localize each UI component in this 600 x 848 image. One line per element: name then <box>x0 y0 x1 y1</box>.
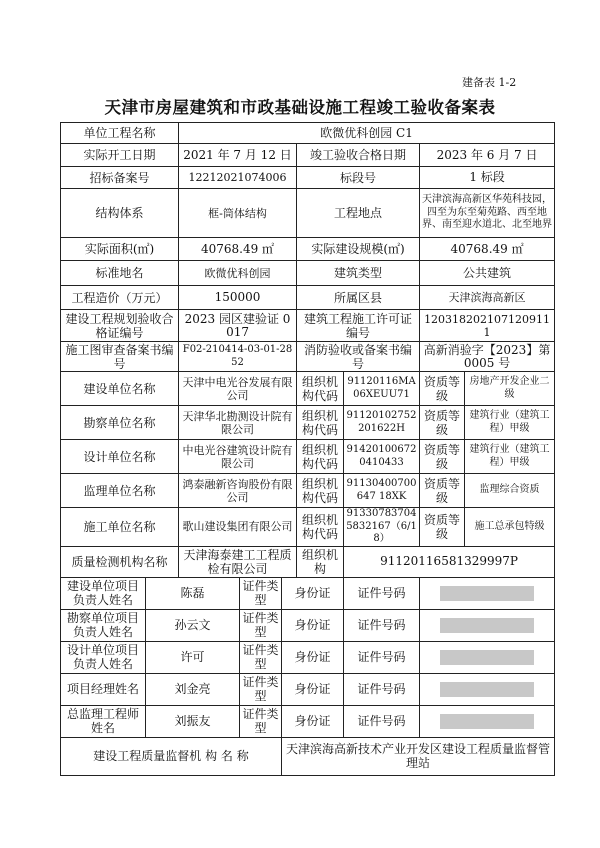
label-qualification: 资质等级 <box>420 474 465 508</box>
value-unit-name: 歌山建设集团有限公司 <box>179 508 297 547</box>
form-number: 建备表 1-2 <box>462 76 517 89</box>
value-building-type: 公共建筑 <box>420 261 555 286</box>
label-cert-type: 证件类型 <box>240 641 282 673</box>
value-person-name: 陈磊 <box>146 577 240 609</box>
row-unit-supervision <box>61 474 555 508</box>
label-org-code: 组织机构代码 <box>297 406 344 440</box>
value-permit: 1203182021071209111 <box>420 310 555 342</box>
value-cert-type: 身份证 <box>282 673 344 705</box>
value-person-name: 许可 <box>146 641 240 673</box>
redaction-block <box>440 682 534 697</box>
row-person <box>61 705 555 737</box>
row-unit-survey <box>61 406 555 440</box>
label-person-role: 总监理工程师姓名 <box>61 705 146 737</box>
row-person <box>61 641 555 673</box>
value-org-code: 913307837045832167（6/18） <box>344 508 420 547</box>
value-person-name: 刘振友 <box>146 705 240 737</box>
label-plan-cert: 建设工程规划验收合格证编号 <box>61 310 179 342</box>
value-qualification: 监理综合资质 <box>465 474 555 508</box>
row-unit-design <box>61 440 555 474</box>
label-cert-no: 证件号码 <box>344 577 420 609</box>
value-area: 40768.49 ㎡ <box>179 238 297 261</box>
row-area <box>61 238 555 261</box>
value-person-name: 孙云文 <box>146 609 240 641</box>
row-std-name <box>61 261 555 286</box>
value-section-no: 1 标段 <box>420 167 555 189</box>
row-supervision-agency <box>61 737 555 775</box>
value-cert-type: 身份证 <box>282 609 344 641</box>
redaction-block <box>440 650 534 665</box>
value-cost: 150000 <box>179 286 297 310</box>
label-unit-role: 监理单位名称 <box>61 474 179 508</box>
label-person-role: 项目经理姓名 <box>61 673 146 705</box>
value-cert-type: 身份证 <box>282 577 344 609</box>
value-scale: 40768.49 ㎡ <box>420 238 555 261</box>
label-unit-role: 建设单位名称 <box>61 372 179 406</box>
value-accept-date: 2023 年 6 月 7 日 <box>420 144 555 167</box>
label-unit-role: 勘察单位名称 <box>61 406 179 440</box>
value-bid-no: 12212021074006 <box>179 167 297 189</box>
label-cert-no: 证件号码 <box>344 705 420 737</box>
label-inspection-code: 组织机构 <box>297 546 344 577</box>
value-supervision-agency: 天津滨海高新技术产业开发区建设工程质量监督管理站 <box>282 737 555 775</box>
value-qualification: 施工总承包特级 <box>465 508 555 547</box>
redaction-block <box>440 714 534 729</box>
label-cert-no: 证件号码 <box>344 641 420 673</box>
value-cert-no <box>420 705 555 737</box>
value-structure: 框-筒体结构 <box>179 189 297 238</box>
row-inspection <box>61 546 555 577</box>
label-cost: 工程造价（万元） <box>61 286 179 310</box>
label-cert-no: 证件号码 <box>344 673 420 705</box>
record-table <box>60 122 555 776</box>
row-person <box>61 577 555 609</box>
row-person <box>61 673 555 705</box>
label-unit-role: 施工单位名称 <box>61 508 179 547</box>
value-qualification: 建筑行业（建筑工程）甲级 <box>465 406 555 440</box>
value-cert-type: 身份证 <box>282 641 344 673</box>
value-unit-name: 天津中电光谷发展有限公司 <box>179 372 297 406</box>
label-supervision-agency: 建设工程质量监督机 构 名 称 <box>61 737 282 775</box>
value-unit-name: 天津华北勘测设计院有限公司 <box>179 406 297 440</box>
label-qualification: 资质等级 <box>420 508 465 547</box>
label-scale: 实际建设规模(㎡) <box>297 238 420 261</box>
value-cert-no <box>420 577 555 609</box>
row-project-name <box>61 123 555 144</box>
value-org-code: 914201006720410433 <box>344 440 420 474</box>
label-inspection: 质量检测机构名称 <box>61 546 179 577</box>
label-qualification: 资质等级 <box>420 440 465 474</box>
label-accept-date: 竣工验收合格日期 <box>297 144 420 167</box>
row-unit-contractor <box>61 508 555 547</box>
label-fire: 消防验收或备案书编号 <box>297 342 420 372</box>
value-qualification: 建筑行业（建筑工程）甲级 <box>465 440 555 474</box>
value-org-code: 91120116MA06XEUU71 <box>344 372 420 406</box>
label-area: 实际面积(㎡) <box>61 238 179 261</box>
label-org-code: 组织机构代码 <box>297 508 344 547</box>
row-cost <box>61 286 555 310</box>
label-std-name: 标准地名 <box>61 261 179 286</box>
row-dates <box>61 144 555 167</box>
label-qualification: 资质等级 <box>420 372 465 406</box>
form-title: 天津市房屋建筑和市政基础设施工程竣工验收备案表 <box>104 98 496 117</box>
label-person-role: 设计单位项目负责人姓名 <box>61 641 146 673</box>
label-start-date: 实际开工日期 <box>61 144 179 167</box>
row-bid <box>61 167 555 189</box>
value-qualification: 房地产开发企业二级 <box>465 372 555 406</box>
value-district: 天津滨海高新区 <box>420 286 555 310</box>
value-unit-name: 中电光谷建筑设计院有限公司 <box>179 440 297 474</box>
value-cert-type: 身份证 <box>282 705 344 737</box>
value-inspection-name: 天津海泰建工工程质检有限公司 <box>179 546 297 577</box>
value-cert-no <box>420 641 555 673</box>
label-bid-no: 招标备案号 <box>61 167 179 189</box>
label-cert-type: 证件类型 <box>240 609 282 641</box>
label-structure: 结构体系 <box>61 189 179 238</box>
row-unit-construction <box>61 372 555 406</box>
value-std-name: 欧微优科创园 <box>179 261 297 286</box>
row-drawing <box>61 342 555 372</box>
label-qualification: 资质等级 <box>420 406 465 440</box>
redaction-block <box>440 618 534 633</box>
label-building-type: 建筑类型 <box>297 261 420 286</box>
label-person-role: 勘察单位项目负责人姓名 <box>61 609 146 641</box>
label-org-code: 组织机构代码 <box>297 440 344 474</box>
value-fire: 高新消验字【2023】第 0005 号 <box>420 342 555 372</box>
label-person-role: 建设单位项目负责人姓名 <box>61 577 146 609</box>
label-org-code: 组织机构代码 <box>297 372 344 406</box>
value-start-date: 2021 年 7 月 12 日 <box>179 144 297 167</box>
value-inspection-code: 91120116581329997P <box>344 546 555 577</box>
value-site: 天津滨海高新区华苑科技园，四至为东至菊苑路、西至地界、南至迎水道北、北至地界 <box>420 189 555 238</box>
redaction-block <box>440 586 534 601</box>
value-drawing: F02-210414-03-01-2852 <box>179 342 297 372</box>
label-cert-type: 证件类型 <box>240 577 282 609</box>
row-plan-cert <box>61 310 555 342</box>
label-cert-no: 证件号码 <box>344 609 420 641</box>
label-org-code: 组织机构代码 <box>297 474 344 508</box>
row-structure <box>61 189 555 238</box>
value-org-code: 91120102752201622H <box>344 406 420 440</box>
label-cert-type: 证件类型 <box>240 705 282 737</box>
value-org-code: 91130400700647 18XK <box>344 474 420 508</box>
value-cert-no <box>420 609 555 641</box>
label-section-no: 标段号 <box>297 167 420 189</box>
label-drawing: 施工图审查备案书编号 <box>61 342 179 372</box>
label-district: 所属区县 <box>297 286 420 310</box>
value-cert-no <box>420 673 555 705</box>
label-permit: 建筑工程施工许可证编号 <box>297 310 420 342</box>
value-unit-name: 鸿泰融新咨询股份有限公司 <box>179 474 297 508</box>
value-plan-cert: 2023 园区建验证 0017 <box>179 310 297 342</box>
label-cert-type: 证件类型 <box>240 673 282 705</box>
label-site: 工程地点 <box>297 189 420 238</box>
row-person <box>61 609 555 641</box>
label-project-name: 单位工程名称 <box>61 123 179 144</box>
label-unit-role: 设计单位名称 <box>61 440 179 474</box>
value-person-name: 刘金亮 <box>146 673 240 705</box>
value-project-name: 欧微优科创园 C1 <box>179 123 555 144</box>
